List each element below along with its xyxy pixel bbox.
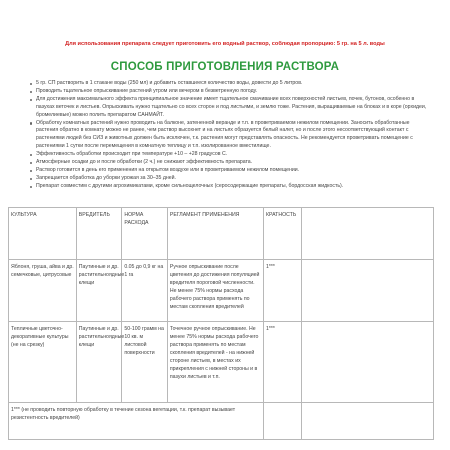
cell-pest: Паутинные и др. растительноядные клещи xyxy=(76,322,122,403)
column-header-pest: ВРЕДИТЕЛЬ xyxy=(76,208,122,260)
list-item: Проводить тщательное опрыскивание растений утром или вечером в безветренную погоду. xyxy=(30,88,430,96)
list-item: Препарат совместим с другими агрохимикатами, кроме сильнощелочных (серосодержащие препараты, бордосская жидкость). xyxy=(30,183,430,191)
column-header-frequency: КРАТНОСТЬ xyxy=(263,208,301,260)
table-footnote: 1*** (не проводить повторную обработку в течение сезона вегетации, т.к. препарат вызывает резистентность вредителей) xyxy=(9,403,264,440)
cell-empty xyxy=(302,322,434,403)
list-item: Эффективность обработки происходит при температуре +10 – +28 градусов С. xyxy=(30,151,430,159)
list-item: Обработку комнатных растений нужно проводить на балконе, затененной веранде и т.п. в проветриваемом нежилом помещении. Заносить обработанные растения обратно в комнату можно не ранее, чем раствор высохнет и на листьях образуется белый налет, но и после этого несоответствующий контакт с растениями людей без СИЗ и животных должен быть исключен, т.к. растения могут представлять опасность. Не рекомендуется проветривать помещение с растениями 1 сутки после перемещения в комнатную теплицу и т.п. изолированное вместилище. xyxy=(30,120,430,152)
table-row xyxy=(9,260,434,322)
column-header-crop: КУЛЬТУРА xyxy=(9,208,77,260)
cell-rate: 50-100 грамм на 10 кв. м листовой поверхности xyxy=(122,322,168,403)
cell-empty xyxy=(302,403,434,440)
cell-frequency: 1*** xyxy=(263,322,301,403)
cell-crop: Яблоня, груша, айва и др. семечковые, цитрусовые xyxy=(9,260,77,322)
cell-rate: 0.05 до 0,9 кг на 1 га xyxy=(122,260,168,322)
list-item: 5 гр. СП растворить в 1 стакане воды (250 мл) и добавить оставшееся количество воды, довести до 5 литров. xyxy=(30,80,430,88)
list-item: Раствор готовится в день его применения на открытом воздухе или в проветриваемом нежилом помещении. xyxy=(30,167,430,175)
table-footnote-row xyxy=(9,403,434,440)
application-table xyxy=(8,207,434,440)
column-header-rate: НОРМА РАСХОДА xyxy=(122,208,168,260)
cell-empty xyxy=(263,403,301,440)
cell-pest: Паутинные и др. растительноядные клещи xyxy=(76,260,122,322)
table-header-row xyxy=(9,208,434,260)
cell-regulation: Ручное опрыскивание после цветения до достижения популяцией вредителя пороговой численности. Не менее 75% нормы расхода рабочего раствора применять по местам скопления вредителей xyxy=(167,260,263,322)
cell-empty xyxy=(302,260,434,322)
cell-regulation: Точечное ручное опрыскивание. Не менее 75% нормы расхода рабочего раствора применять по местам скопления вредителей - на нижней стороне листьев, в местах их прикрепления с нижней стороны и в пазухи листьев и т.п. xyxy=(167,322,263,403)
list-item: Для достижения максимального эффекта принципиальное значение имеет тщательное смачивание всех поверхностей листьев, почек, бутонов, особенно в пазухах веточек и листьев. Опрыскивать нужно тщательно со всех сторон и под листьями, и землю тоже. Растения, выращиваемые на блоках и в коре (орхидеи, бромелиевые) можно полить препаратом САНМАЙТ. xyxy=(30,96,430,120)
list-item: Атмосферные осадки до и после обработки (2 ч.) не снижают эффективность препарата. xyxy=(30,159,430,167)
column-header-regulation: РЕГЛАМЕНТ ПРИМЕНЕНИЯ xyxy=(167,208,263,260)
table-row xyxy=(9,322,434,403)
column-header-empty xyxy=(302,208,434,260)
section-title: СПОСОБ ПРИГОТОВЛЕНИЯ РАСТВОРА xyxy=(110,61,340,73)
cell-frequency: 1*** xyxy=(263,260,301,322)
dilution-warning: Для использования препарата следует приготовить его водный раствор, соблюдая пропорцию: 5 гр. на 5 л. воды xyxy=(65,41,385,47)
list-item: Запрещается обработка до уборки урожая за 30–35 дней. xyxy=(30,175,430,183)
instructions-list xyxy=(30,80,430,191)
cell-crop: Тепличные цветочно-декоративные культуры (не на срезку) xyxy=(9,322,77,403)
